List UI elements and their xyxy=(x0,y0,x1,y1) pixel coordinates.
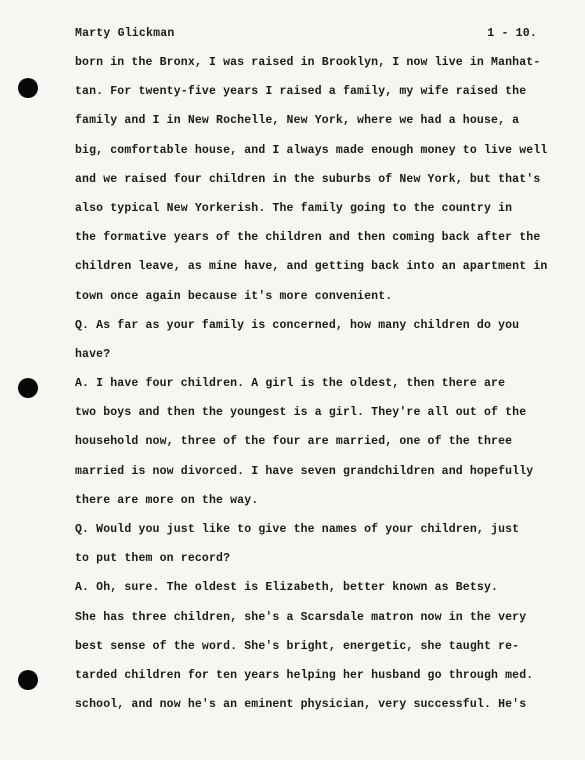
text-line: have? xyxy=(75,347,111,361)
text-line: married is now divorced. I have seven grandchildren and hopefully xyxy=(75,464,534,478)
text-line: the formative years of the children and then coming back after the xyxy=(75,231,541,245)
text-line: She has three children, she's a Scarsdale matron now in the very xyxy=(75,610,527,624)
text-line: big, comfortable house, and I always made enough money to live well xyxy=(75,143,548,157)
binder-hole xyxy=(18,78,38,98)
text-line: to put them on record? xyxy=(75,552,231,566)
text-line: two boys and then the youngest is a girl. They're all out of the xyxy=(75,406,527,420)
interviewee-name: Marty Glickman xyxy=(75,27,175,40)
page-header xyxy=(75,27,537,40)
text-line: family and I in New Rochelle, New York, where we had a house, a xyxy=(75,114,520,128)
transcript-body xyxy=(75,53,548,724)
text-line: and we raised four children in the suburbs of New York, but that's xyxy=(75,172,541,186)
binder-hole xyxy=(18,670,38,690)
text-line: school, and now he's an eminent physician, very successful. He's xyxy=(75,698,527,712)
text-line: also typical New Yorkerish. The family going to the country in xyxy=(75,201,513,215)
text-line: best sense of the word. She's bright, energetic, she taught re- xyxy=(75,639,520,653)
answer-line: A. Oh, sure. The oldest is Elizabeth, better known as Betsy. xyxy=(75,581,499,595)
question-line: Q. As far as your family is concerned, how many children do you xyxy=(75,318,520,332)
text-line: tan. For twenty-five years I raised a family, my wife raised the xyxy=(75,85,527,99)
text-line: tarded children for ten years helping her husband go through med. xyxy=(75,668,534,682)
text-line: town once again because it's more convenient. xyxy=(75,289,393,303)
answer-line: A. I have four children. A girl is the oldest, then there are xyxy=(75,377,506,391)
binder-hole xyxy=(18,378,38,398)
text-line: household now, three of the four are married, one of the three xyxy=(75,435,513,449)
text-line: there are more on the way. xyxy=(75,493,259,507)
text-line: children leave, as mine have, and getting back into an apartment in xyxy=(75,260,548,274)
page-number: 1 - 10. xyxy=(487,27,537,40)
text-line: born in the Bronx, I was raised in Brooklyn, I now live in Manhat- xyxy=(75,56,541,69)
question-line: Q. Would you just like to give the names of your children, just xyxy=(75,523,520,536)
